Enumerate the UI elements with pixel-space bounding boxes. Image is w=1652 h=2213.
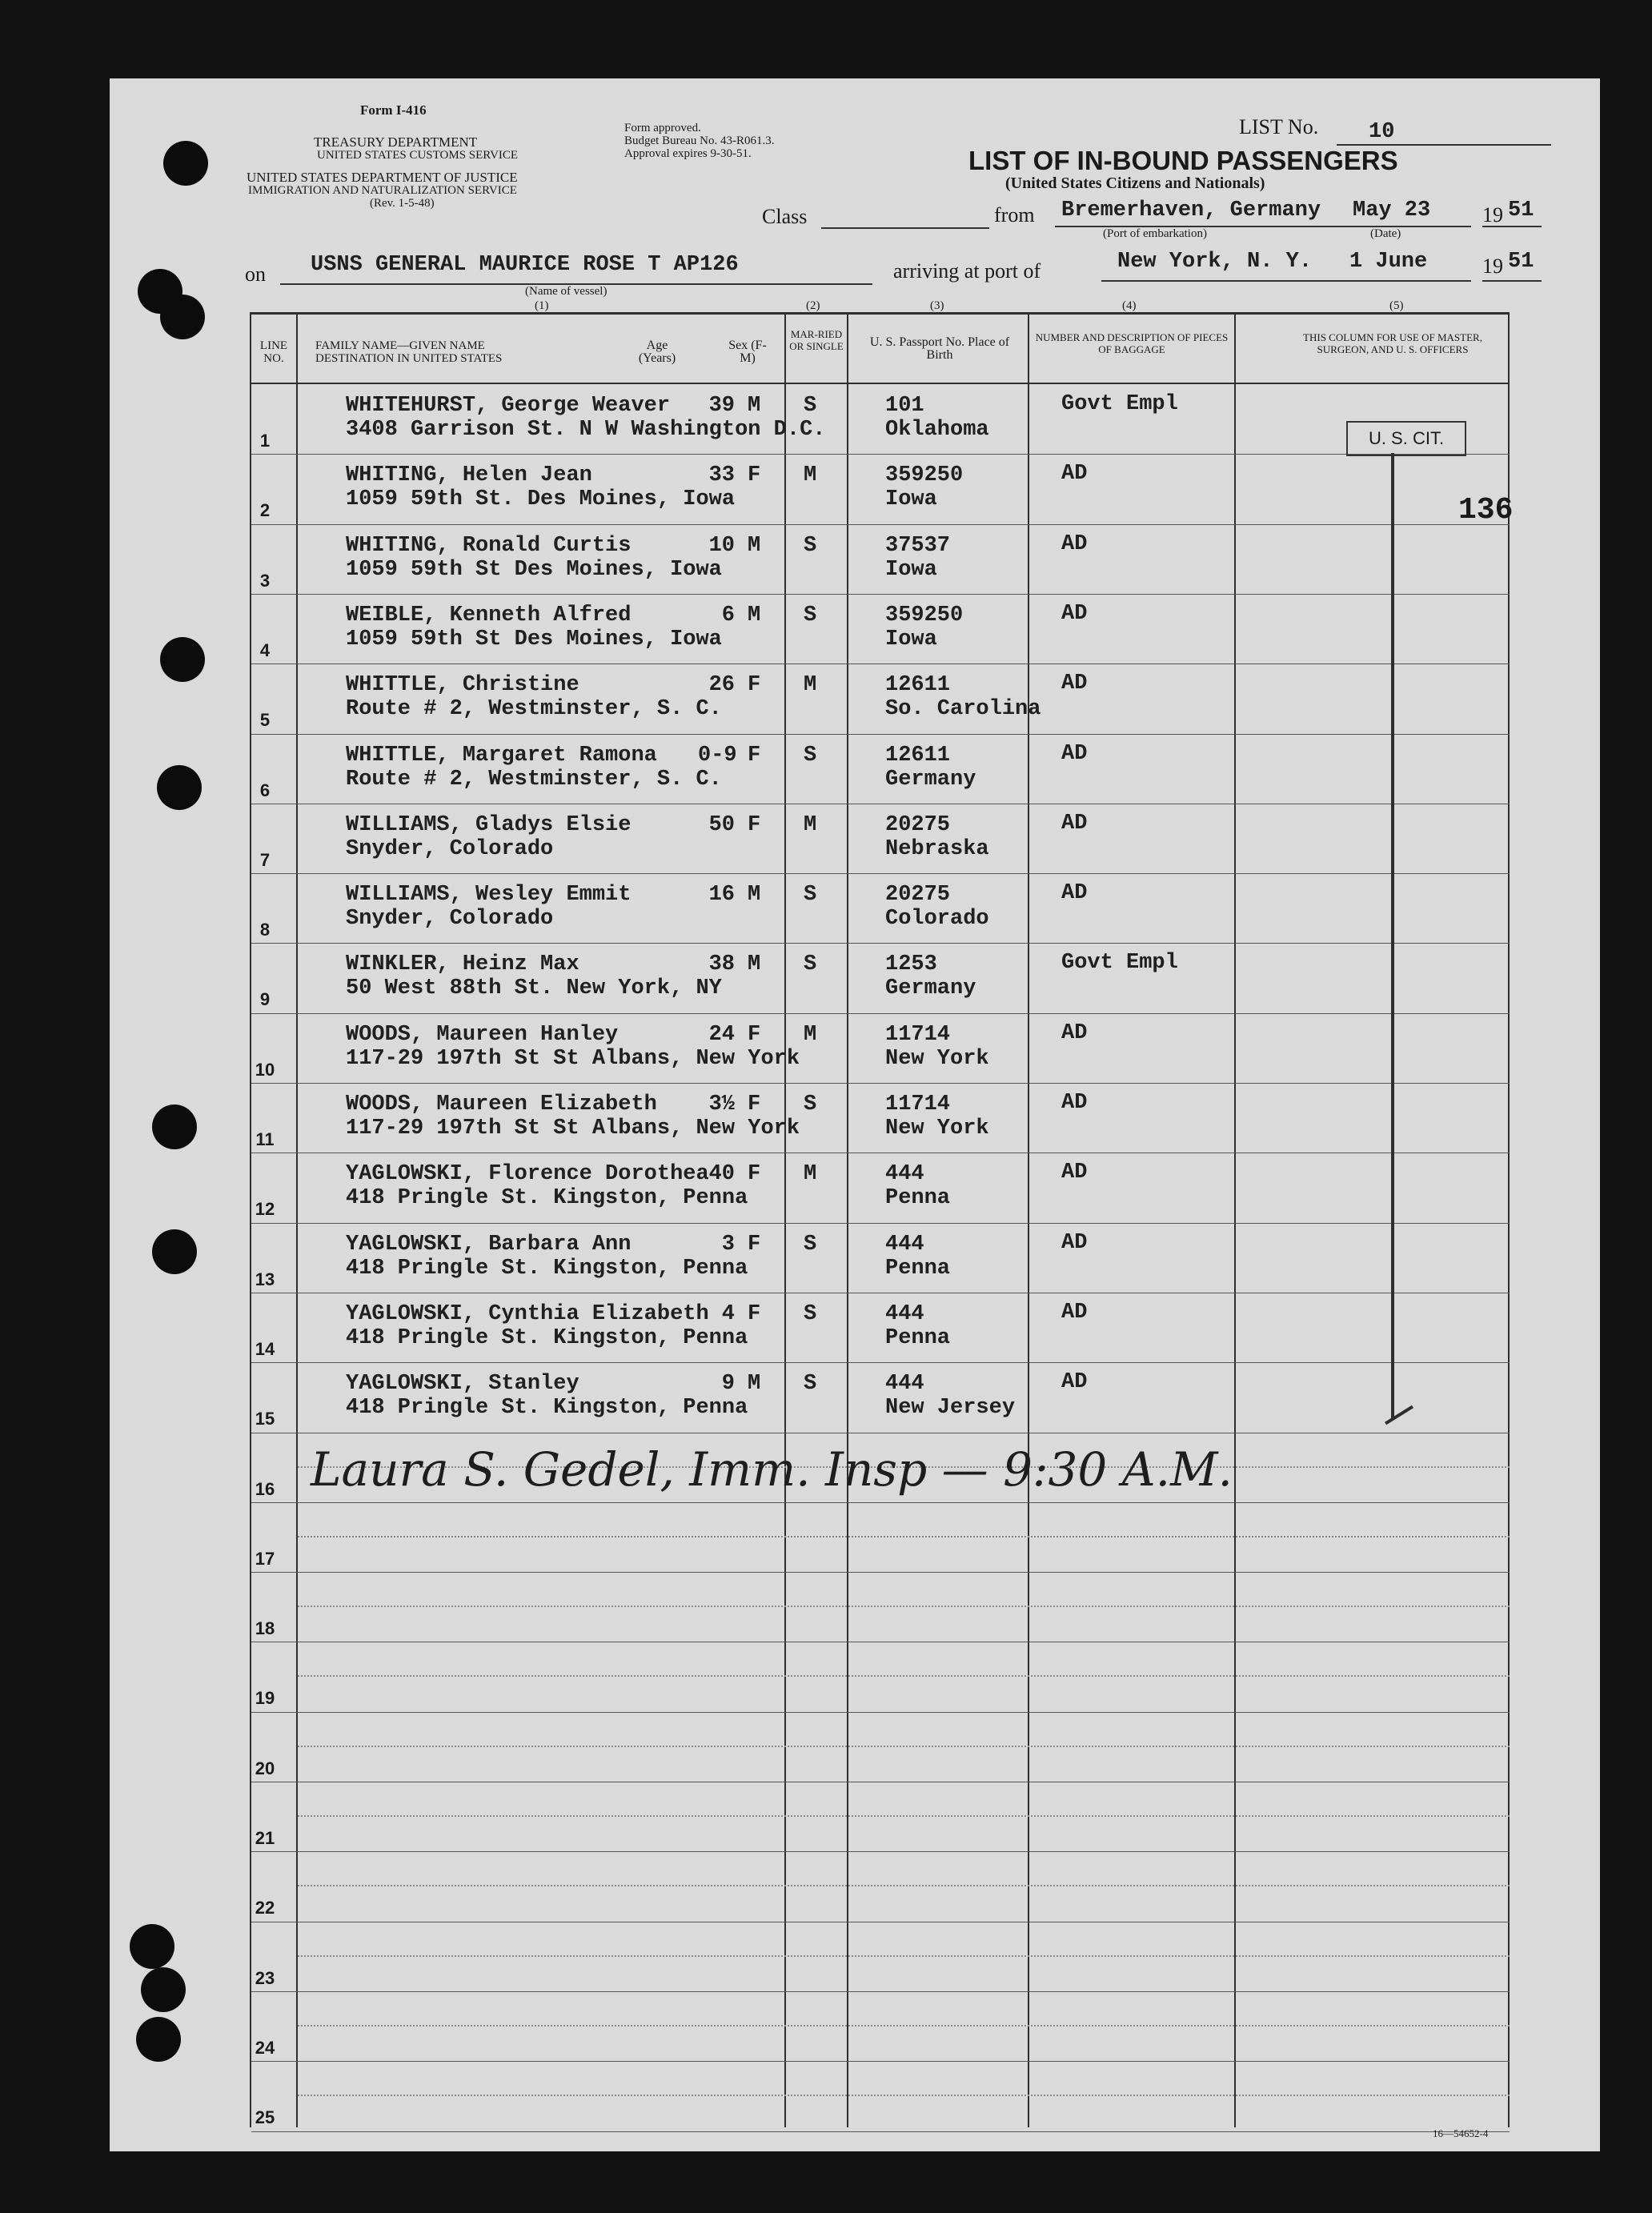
col-header-sex: Sex (F-M) <box>728 339 767 365</box>
line-number: 24 <box>255 2037 275 2058</box>
passport-number: 20275 <box>885 883 951 908</box>
marital-status: S <box>804 1092 817 1117</box>
passenger-destination: Snyder, Colorado <box>346 907 554 932</box>
line-number: 8 <box>259 920 271 940</box>
line-number: 15 <box>255 1409 275 1429</box>
binder-hole <box>141 1967 186 2012</box>
line-number: 6 <box>259 780 271 800</box>
baggage-description: AD <box>1061 1020 1088 1045</box>
place-of-birth: So. Carolina <box>885 697 1041 722</box>
approval-line-1: Form approved. <box>624 122 701 134</box>
passport-number: 359250 <box>885 603 964 627</box>
place-of-birth: Germany <box>885 976 976 1001</box>
marital-status: S <box>804 1372 817 1397</box>
passenger-destination: 117-29 197th St St Albans, New York <box>346 1117 800 1141</box>
row-dotted-guide <box>298 1885 1510 1886</box>
row-divider <box>251 2061 1510 2062</box>
year-prefix: 19 <box>1482 203 1503 227</box>
line-number: 18 <box>255 1618 275 1639</box>
passenger-sex: M <box>748 533 761 558</box>
passenger-sex: F <box>748 1092 761 1117</box>
place-of-birth: Germany <box>885 767 976 792</box>
passenger-sex: F <box>748 463 761 488</box>
col-number-1: (1) <box>535 299 549 312</box>
row-divider <box>251 734 1510 735</box>
place-of-birth: Iowa <box>885 557 937 582</box>
passport-number: 11714 <box>885 1092 951 1117</box>
line-number: 25 <box>255 2107 275 2128</box>
arrival-date: 1 June <box>1349 250 1428 274</box>
passenger-age: 26 <box>708 673 735 698</box>
passenger-destination: 418 Pringle St. Kingston, Penna <box>346 1396 748 1421</box>
approval-line-2: Budget Bureau No. 43-R061.3. <box>624 134 775 147</box>
binder-hole <box>160 295 205 339</box>
passenger-destination: Route # 2, Westminster, S. C. <box>346 697 722 722</box>
row-divider <box>251 663 1510 664</box>
passenger-name: WHITTLE, Margaret Ramona <box>346 743 657 768</box>
justice-dept: UNITED STATES DEPARTMENT OF JUSTICE <box>247 170 518 185</box>
line-number: 22 <box>255 1898 275 1918</box>
marital-status: M <box>804 673 817 698</box>
place-of-birth: Penna <box>885 1325 951 1350</box>
treasury-dept: TREASURY DEPARTMENT <box>314 134 478 150</box>
row-divider <box>251 1712 1510 1713</box>
col-header-passport: U. S. Passport No. Place of Birth <box>869 335 1010 362</box>
passenger-name: WEIBLE, Kenneth Alfred <box>346 603 632 627</box>
row-divider <box>251 1502 1510 1503</box>
passenger-sex: F <box>748 1022 761 1047</box>
page-subtitle: (United States Citizens and Nationals) <box>1005 174 1265 192</box>
row-divider <box>251 1223 1510 1224</box>
passenger-destination: 3408 Garrison St. N W Washington D.C. <box>346 418 826 442</box>
line-number: 14 <box>255 1338 275 1359</box>
baggage-description: AD <box>1061 462 1088 487</box>
passenger-age: 3½ <box>708 1092 735 1117</box>
row-dotted-guide <box>298 2095 1510 2096</box>
marital-status: M <box>804 1022 817 1047</box>
row-divider <box>251 1362 1510 1363</box>
passenger-age: 33 <box>708 463 735 488</box>
line-number: 13 <box>255 1269 275 1289</box>
place-of-birth: Iowa <box>885 627 937 651</box>
on-label: on <box>245 263 266 286</box>
passenger-name: WILLIAMS, Gladys Elsie <box>346 812 632 837</box>
passport-number: 444 <box>885 1372 924 1397</box>
row-divider <box>251 1013 1510 1014</box>
vessel-name: USNS GENERAL MAURICE ROSE T AP126 <box>311 253 739 277</box>
passenger-sex: M <box>748 394 761 418</box>
row-dotted-guide <box>298 2025 1510 2027</box>
marital-status: S <box>804 743 817 768</box>
passenger-age: 6 <box>721 603 735 627</box>
place-of-birth: Oklahoma <box>885 418 989 442</box>
binder-hole <box>152 1229 197 1274</box>
baggage-description: AD <box>1061 601 1088 626</box>
place-of-birth: New Jersey <box>885 1396 1016 1421</box>
bracket-line <box>1391 453 1394 1418</box>
line-number: 17 <box>255 1548 275 1569</box>
marital-status: S <box>804 533 817 558</box>
binder-hole <box>130 1924 174 1969</box>
place-of-birth: Penna <box>885 1256 951 1281</box>
binder-hole <box>160 637 205 682</box>
passenger-age: 10 <box>708 533 735 558</box>
passport-number: 359250 <box>885 463 964 488</box>
marital-status: S <box>804 883 817 908</box>
passenger-sex: M <box>748 603 761 627</box>
col-header-name: FAMILY NAME—GIVEN NAME <box>315 339 485 352</box>
marital-status: S <box>804 1301 817 1326</box>
baggage-description: AD <box>1061 1230 1088 1255</box>
marital-status: S <box>804 394 817 418</box>
row-dotted-guide <box>298 1955 1510 1957</box>
passport-number: 12611 <box>885 743 951 768</box>
binder-hole <box>136 2017 181 2062</box>
row-dotted-guide <box>298 1675 1510 1677</box>
passenger-age: 4 <box>721 1301 735 1326</box>
col-number-2: (2) <box>806 299 820 312</box>
passenger-name: YAGLOWSKI, Stanley <box>346 1372 579 1397</box>
passenger-sex: F <box>748 1162 761 1187</box>
passport-number: 20275 <box>885 812 951 837</box>
row-dotted-guide <box>298 1606 1510 1607</box>
row-divider <box>251 1083 1510 1084</box>
baggage-description: AD <box>1061 1091 1088 1115</box>
line-number: 1 <box>259 431 271 451</box>
binder-hole <box>152 1104 197 1149</box>
passenger-destination: 418 Pringle St. Kingston, Penna <box>346 1186 748 1211</box>
place-of-birth: Iowa <box>885 487 937 512</box>
row-divider <box>251 1991 1510 1992</box>
passenger-destination: 117-29 197th St St Albans, New York <box>346 1046 800 1071</box>
passport-number: 101 <box>885 394 924 418</box>
place-of-birth: New York <box>885 1046 989 1071</box>
baggage-description: AD <box>1061 741 1088 766</box>
passenger-sex: F <box>748 1301 761 1326</box>
marital-status: M <box>804 463 817 488</box>
inspector-signature: Laura S. Gedel, Imm. Insp — 9:30 A.M. <box>311 1442 1233 1497</box>
passenger-name: WILLIAMS, Wesley Emmit <box>346 883 632 908</box>
marital-status: M <box>804 812 817 837</box>
passport-number: 444 <box>885 1232 924 1257</box>
footer-code: 16—54652-4 <box>1433 2127 1489 2139</box>
place-of-birth: New York <box>885 1117 989 1141</box>
passenger-name: YAGLOWSKI, Cynthia Elizabeth <box>346 1301 709 1326</box>
passenger-sex: F <box>748 1232 761 1257</box>
vessel-caption: (Name of vessel) <box>525 285 607 298</box>
baggage-description: AD <box>1061 672 1088 696</box>
place-of-birth: Penna <box>885 1186 951 1211</box>
from-label: from <box>994 203 1035 227</box>
passenger-destination: 1059 59th St Des Moines, Iowa <box>346 627 722 651</box>
class-label: Class <box>762 205 808 228</box>
ins-service: IMMIGRATION AND NATURALIZATION SERVICE <box>248 184 517 197</box>
passenger-sex: M <box>748 952 761 977</box>
passenger-name: YAGLOWSKI, Florence Dorothea <box>346 1162 709 1187</box>
passenger-destination: Route # 2, Westminster, S. C. <box>346 767 722 792</box>
marital-status: S <box>804 603 817 627</box>
passenger-destination: 418 Pringle St. Kingston, Penna <box>346 1256 748 1281</box>
passenger-age: 9 <box>721 1372 735 1397</box>
baggage-description: AD <box>1061 1300 1088 1325</box>
col-header-married: MAR-RIED OR SINGLE <box>789 328 844 352</box>
col-header-officers: THIS COLUMN FOR USE OF MASTER, SURGEON, AND U. S. OFFICERS <box>1303 331 1482 355</box>
manifest-page <box>110 78 1600 2151</box>
port-embark-caption: (Port of embarkation) <box>1103 227 1207 240</box>
passenger-sex: F <box>748 743 761 768</box>
row-divider <box>251 2131 1510 2132</box>
line-number: 10 <box>255 1059 275 1080</box>
line-number: 21 <box>255 1828 275 1848</box>
marital-status: S <box>804 1232 817 1257</box>
arrival-port: New York, N. Y. <box>1117 250 1313 274</box>
passport-number: 11714 <box>885 1022 951 1047</box>
row-divider <box>251 943 1510 944</box>
line-number: 23 <box>255 1967 275 1988</box>
line-number: 4 <box>259 639 271 660</box>
passenger-sex: M <box>748 1372 761 1397</box>
passenger-age: 50 <box>708 812 735 837</box>
row-divider <box>251 454 1510 455</box>
row-divider <box>251 1572 1510 1573</box>
row-divider <box>251 594 1510 595</box>
line-number: 11 <box>255 1129 275 1149</box>
passenger-name: YAGLOWSKI, Barbara Ann <box>346 1232 632 1257</box>
baggage-description: AD <box>1061 881 1088 906</box>
passenger-age: 39 <box>708 394 735 418</box>
embarkation-port: Bremerhaven, Germany <box>1061 198 1321 223</box>
form-number: Form I-416 <box>360 102 427 118</box>
us-citizen-stamp: U. S. CIT. <box>1346 421 1466 456</box>
arriving-label: arriving at port of <box>893 259 1041 283</box>
embarkation-date: May 23 <box>1353 198 1431 223</box>
passenger-age: 40 <box>708 1162 735 1187</box>
line-number: 12 <box>255 1199 275 1220</box>
col-number-3: (3) <box>930 299 944 312</box>
passenger-sex: F <box>748 812 761 837</box>
col-number-4: (4) <box>1122 299 1137 312</box>
passenger-age: 0-9 <box>698 743 737 768</box>
passenger-name: WHITING, Helen Jean <box>346 463 592 488</box>
row-dotted-guide <box>298 1746 1510 1747</box>
place-of-birth: Colorado <box>885 907 989 932</box>
row-divider <box>251 524 1510 525</box>
passenger-destination: 50 West 88th St. New York, NY <box>346 976 722 1001</box>
baggage-description: AD <box>1061 531 1088 556</box>
baggage-description: AD <box>1061 811 1088 836</box>
row-dotted-guide <box>298 1815 1510 1817</box>
line-number: 19 <box>255 1688 275 1709</box>
line-number: 20 <box>255 1758 275 1778</box>
line-number: 5 <box>259 710 271 731</box>
passport-number: 444 <box>885 1162 924 1187</box>
passport-number: 444 <box>885 1301 924 1326</box>
passenger-age: 38 <box>708 952 735 977</box>
list-no-label: LIST No. <box>1239 115 1319 138</box>
marital-status: M <box>804 1162 817 1187</box>
passenger-count: 136 <box>1458 493 1514 527</box>
passenger-name: WINKLER, Heinz Max <box>346 952 579 977</box>
passenger-destination: Snyder, Colorado <box>346 836 554 861</box>
passenger-name: WOODS, Maureen Hanley <box>346 1022 619 1047</box>
line-number: 3 <box>259 570 271 591</box>
passenger-age: 24 <box>708 1022 735 1047</box>
passenger-name: WHITING, Ronald Curtis <box>346 533 632 558</box>
passenger-sex: M <box>748 883 761 908</box>
row-dotted-guide <box>298 1536 1510 1537</box>
year-prefix: 19 <box>1482 255 1503 278</box>
passenger-name: WOODS, Maureen Elizabeth <box>346 1092 657 1117</box>
passenger-sex: F <box>748 673 761 698</box>
line-number: 7 <box>259 849 271 870</box>
date-caption: (Date) <box>1370 227 1401 240</box>
col-header-baggage: NUMBER AND DESCRIPTION OF PIECES OF BAGGAGE <box>1035 331 1229 355</box>
place-of-birth: Nebraska <box>885 836 989 861</box>
row-divider <box>251 873 1510 874</box>
baggage-description: Govt Empl <box>1061 951 1178 976</box>
passenger-destination: 1059 59th St Des Moines, Iowa <box>346 557 722 582</box>
passenger-name: WHITEHURST, George Weaver <box>346 394 671 418</box>
line-number: 2 <box>259 500 271 521</box>
binder-hole <box>157 765 202 810</box>
row-divider <box>251 1851 1510 1852</box>
col-header-destination: DESTINATION IN UNITED STATES <box>315 352 503 365</box>
col-header-age: Age (Years) <box>638 339 676 365</box>
baggage-description: AD <box>1061 1161 1088 1185</box>
approval-line-3: Approval expires 9-30-51. <box>624 147 752 160</box>
col-header-line: LINE NO. <box>259 339 288 365</box>
arrival-year: 51 <box>1508 250 1534 274</box>
passenger-destination: 1059 59th St. Des Moines, Iowa <box>346 487 736 512</box>
binder-hole <box>163 141 208 186</box>
passenger-age: 16 <box>708 883 735 908</box>
passport-number: 37537 <box>885 533 951 558</box>
form-revision: (Rev. 1-5-48) <box>370 197 435 210</box>
passport-number: 1253 <box>885 952 937 977</box>
line-number: 16 <box>255 1478 275 1499</box>
embarkation-year: 51 <box>1508 198 1534 223</box>
baggage-description: Govt Empl <box>1061 392 1178 416</box>
passenger-age: 3 <box>721 1232 735 1257</box>
marital-status: S <box>804 952 817 977</box>
customs-service: UNITED STATES CUSTOMS SERVICE <box>317 149 519 162</box>
col-number-5: (5) <box>1389 299 1404 312</box>
passenger-name: WHITTLE, Christine <box>346 673 579 698</box>
passenger-destination: 418 Pringle St. Kingston, Penna <box>346 1325 748 1350</box>
page-title: LIST OF IN-BOUND PASSENGERS <box>968 146 1398 175</box>
passport-number: 12611 <box>885 673 951 698</box>
list-no-value: 10 <box>1369 120 1395 144</box>
baggage-description: AD <box>1061 1370 1088 1395</box>
line-number: 9 <box>259 989 271 1010</box>
